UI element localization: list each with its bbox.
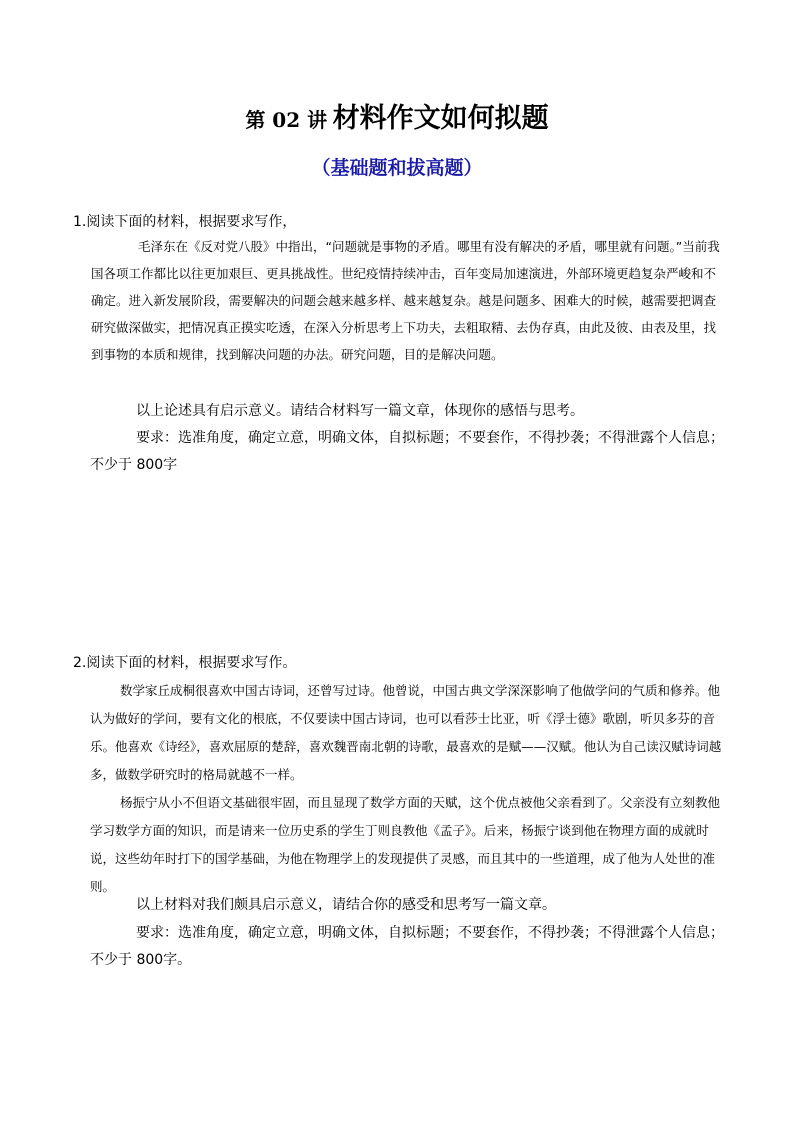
question-1-label: 1.阅读下面的材料，根据要求写作，: [73, 214, 297, 230]
question-1-material: 毛泽东在《反对党八股》中指出，“问题就是事物的矛盾。哪里有没有解决的矛盾，哪里就有问题。”当前我国各项工作都比以往更加艰巨、更具挑战性。世纪疫情持续冲击，百年变局加速演进，外部环境更趋复杂严峻和不确定。进入新发展阶段，需要解决的问题会越来越多样、越来越复杂。越是问题多、困难大的时候，越需要把调查研究做深做实，把情况真正摸实吃透，在深入分析思考上下功夫，去粗取精、去伪存真，由此及彼、由表及里，找到事物的本质和规律，找到解决问题的办法。研究问题，目的是解决问题。: [91, 239, 720, 362]
question-2-material-paragraph-2: 杨振宁从小不但语文基础很牢固，而且显现了数学方面的天赋，这个优点被他父亲看到了。父亲没有立刻教他学习数学方面的知识，而是请来一位历史系的学生丁则良教他《孟子》。后来，杨振宁谈到他在物理方面的成就时说，这些幼年时打下的国学基础，为他在物理学上的发现提供了灵感，而且其中的一些道理，成了他为人处世的准则。: [90, 795, 721, 894]
page-title: [0, 96, 794, 135]
question-1-requirement: 要求：选准角度，确定立意，明确文体，自拟标题；不要套作，不得抄袭；不得泄露个人信息；不少于 800字: [90, 430, 724, 473]
title-prefix: 第 02 讲: [245, 108, 328, 132]
title-main: 材料作文如何拟题: [332, 103, 549, 134]
question-2-material-paragraph-1: 数学家丘成桐很喜欢中国古诗词，还曾写过诗。他曾说，中国古典文学深深影响了他做学问的气质和修养。他认为做好的学问，要有文化的根底，不仅要读中国古诗词，也可以看莎士比亚，听《浮士德》歌剧，听贝多芬的音乐。他喜欢《诗经》，喜欢屈原的楚辞，喜欢魏晋南北朝的诗歌，最喜欢的是赋——汉赋。他认为自己读汉赋诗词越多，做数学研究时的格局就越不一样。: [90, 683, 722, 782]
question-2-requirement: 要求：选准角度，确定立意，明确文体，自拟标题；不要套作，不得抄袭；不得泄露个人信息；不少于 800字。: [90, 925, 724, 968]
question-2-material: [90, 677, 722, 901]
question-1-prompt: 以上论述具有启示意义。请结合材料写一篇文章，体现你的感悟与思考。: [136, 403, 584, 419]
page-subtitle: （基础题和拔高题）: [311, 157, 483, 179]
question-2-label: 2.阅读下面的材料，根据要求写作。: [73, 655, 297, 671]
question-2-prompt: 以上材料对我们颇具启示意义，请结合你的感受和思考写一篇文章。: [136, 897, 556, 913]
